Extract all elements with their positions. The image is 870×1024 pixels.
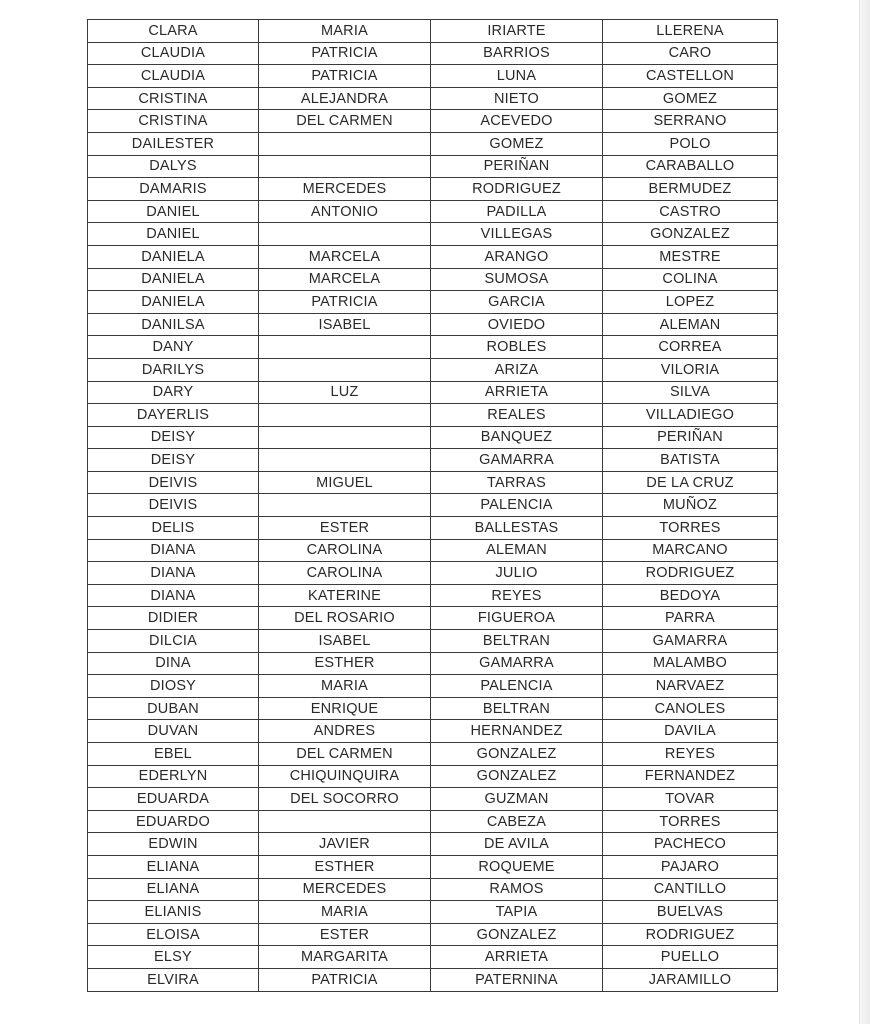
first-surname-cell: ARIZA bbox=[431, 358, 603, 381]
first-surname-cell: ALEMAN bbox=[431, 539, 603, 562]
first-surname-cell: PATERNINA bbox=[431, 968, 603, 991]
middle-name-cell: PATRICIA bbox=[259, 291, 431, 314]
first-name-cell: DANIELA bbox=[88, 268, 259, 291]
table-row bbox=[88, 404, 778, 427]
first-surname-cell: JULIO bbox=[431, 562, 603, 585]
first-surname-cell: RAMOS bbox=[431, 878, 603, 901]
first-surname-cell: LUNA bbox=[431, 65, 603, 88]
first-surname-cell: ARRIETA bbox=[431, 946, 603, 969]
first-name-cell: DIDIER bbox=[88, 607, 259, 630]
middle-name-cell bbox=[259, 810, 431, 833]
first-surname-cell: BANQUEZ bbox=[431, 426, 603, 449]
table-row bbox=[88, 652, 778, 675]
middle-name-cell: ENRIQUE bbox=[259, 697, 431, 720]
middle-name-cell: MARIA bbox=[259, 901, 431, 924]
second-surname-cell: MARCANO bbox=[603, 539, 778, 562]
first-name-cell: DINA bbox=[88, 652, 259, 675]
first-name-cell: DANIEL bbox=[88, 223, 259, 246]
second-surname-cell: MUÑOZ bbox=[603, 494, 778, 517]
second-surname-cell: DAVILA bbox=[603, 720, 778, 743]
first-name-cell: DEIVIS bbox=[88, 494, 259, 517]
middle-name-cell bbox=[259, 223, 431, 246]
first-name-cell: DAMARIS bbox=[88, 178, 259, 201]
first-surname-cell: BELTRAN bbox=[431, 697, 603, 720]
first-surname-cell: ARRIETA bbox=[431, 381, 603, 404]
middle-name-cell: JAVIER bbox=[259, 833, 431, 856]
second-surname-cell: ALEMAN bbox=[603, 313, 778, 336]
middle-name-cell: DEL CARMEN bbox=[259, 110, 431, 133]
middle-name-cell bbox=[259, 336, 431, 359]
first-surname-cell: GAMARRA bbox=[431, 449, 603, 472]
first-surname-cell: VILLEGAS bbox=[431, 223, 603, 246]
second-surname-cell: LLERENA bbox=[603, 20, 778, 43]
middle-name-cell: ESTER bbox=[259, 517, 431, 540]
table-row bbox=[88, 584, 778, 607]
table-row bbox=[88, 765, 778, 788]
table-row bbox=[88, 426, 778, 449]
first-surname-cell: GARCIA bbox=[431, 291, 603, 314]
middle-name-cell bbox=[259, 449, 431, 472]
table-row bbox=[88, 268, 778, 291]
table-row bbox=[88, 788, 778, 811]
middle-name-cell: MARIA bbox=[259, 675, 431, 698]
first-name-cell: DEISY bbox=[88, 426, 259, 449]
first-surname-cell: GAMARRA bbox=[431, 652, 603, 675]
first-name-cell: ELVIRA bbox=[88, 968, 259, 991]
middle-name-cell: ESTHER bbox=[259, 652, 431, 675]
second-surname-cell: RODRIGUEZ bbox=[603, 923, 778, 946]
first-name-cell: DARY bbox=[88, 381, 259, 404]
table-row bbox=[88, 358, 778, 381]
second-surname-cell: BUELVAS bbox=[603, 901, 778, 924]
second-surname-cell: GAMARRA bbox=[603, 630, 778, 653]
middle-name-cell: CHIQUINQUIRA bbox=[259, 765, 431, 788]
second-surname-cell: SERRANO bbox=[603, 110, 778, 133]
second-surname-cell: FERNANDEZ bbox=[603, 765, 778, 788]
first-name-cell: DIANA bbox=[88, 539, 259, 562]
first-surname-cell: TAPIA bbox=[431, 901, 603, 924]
first-surname-cell: GUZMAN bbox=[431, 788, 603, 811]
first-surname-cell: REYES bbox=[431, 584, 603, 607]
second-surname-cell: PERIÑAN bbox=[603, 426, 778, 449]
first-surname-cell: GOMEZ bbox=[431, 132, 603, 155]
table-row bbox=[88, 697, 778, 720]
table-row bbox=[88, 923, 778, 946]
middle-name-cell: MARGARITA bbox=[259, 946, 431, 969]
first-name-cell: DANIEL bbox=[88, 200, 259, 223]
second-surname-cell: CANOLES bbox=[603, 697, 778, 720]
table-row bbox=[88, 720, 778, 743]
first-name-cell: DALYS bbox=[88, 155, 259, 178]
first-surname-cell: REALES bbox=[431, 404, 603, 427]
middle-name-cell: LUZ bbox=[259, 381, 431, 404]
middle-name-cell: ESTER bbox=[259, 923, 431, 946]
table-row bbox=[88, 449, 778, 472]
first-surname-cell: ARANGO bbox=[431, 245, 603, 268]
middle-name-cell: PATRICIA bbox=[259, 42, 431, 65]
table-row bbox=[88, 494, 778, 517]
first-surname-cell: GONZALEZ bbox=[431, 923, 603, 946]
second-surname-cell: BEDOYA bbox=[603, 584, 778, 607]
table-row bbox=[88, 291, 778, 314]
first-name-cell: DIANA bbox=[88, 562, 259, 585]
first-name-cell: CRISTINA bbox=[88, 87, 259, 110]
table-row bbox=[88, 743, 778, 766]
middle-name-cell: ESTHER bbox=[259, 855, 431, 878]
table-row bbox=[88, 42, 778, 65]
middle-name-cell: MARIA bbox=[259, 20, 431, 43]
table-row bbox=[88, 20, 778, 43]
first-name-cell: EDUARDA bbox=[88, 788, 259, 811]
middle-name-cell: CAROLINA bbox=[259, 562, 431, 585]
table-row bbox=[88, 245, 778, 268]
second-surname-cell: MESTRE bbox=[603, 245, 778, 268]
table-row bbox=[88, 223, 778, 246]
first-name-cell: ELSY bbox=[88, 946, 259, 969]
table-row bbox=[88, 471, 778, 494]
middle-name-cell: ALEJANDRA bbox=[259, 87, 431, 110]
first-name-cell: ELIANA bbox=[88, 855, 259, 878]
middle-name-cell: ISABEL bbox=[259, 313, 431, 336]
middle-name-cell: DEL SOCORRO bbox=[259, 788, 431, 811]
first-name-cell: CLAUDIA bbox=[88, 65, 259, 88]
table-row bbox=[88, 200, 778, 223]
table-row bbox=[88, 65, 778, 88]
first-surname-cell: PADILLA bbox=[431, 200, 603, 223]
middle-name-cell: ANTONIO bbox=[259, 200, 431, 223]
second-surname-cell: BERMUDEZ bbox=[603, 178, 778, 201]
first-name-cell: EDUARDO bbox=[88, 810, 259, 833]
table-row bbox=[88, 313, 778, 336]
second-surname-cell: DE LA CRUZ bbox=[603, 471, 778, 494]
table-row bbox=[88, 517, 778, 540]
table-row bbox=[88, 110, 778, 133]
table-row bbox=[88, 675, 778, 698]
first-surname-cell: OVIEDO bbox=[431, 313, 603, 336]
second-surname-cell: BATISTA bbox=[603, 449, 778, 472]
second-surname-cell: TORRES bbox=[603, 517, 778, 540]
middle-name-cell bbox=[259, 358, 431, 381]
first-name-cell: EBEL bbox=[88, 743, 259, 766]
first-surname-cell: GONZALEZ bbox=[431, 765, 603, 788]
first-surname-cell: PERIÑAN bbox=[431, 155, 603, 178]
first-surname-cell: ROBLES bbox=[431, 336, 603, 359]
second-surname-cell: GONZALEZ bbox=[603, 223, 778, 246]
first-name-cell: DARILYS bbox=[88, 358, 259, 381]
first-name-cell: DANIELA bbox=[88, 245, 259, 268]
middle-name-cell bbox=[259, 132, 431, 155]
first-surname-cell: ROQUEME bbox=[431, 855, 603, 878]
first-name-cell: DIOSY bbox=[88, 675, 259, 698]
table-row bbox=[88, 630, 778, 653]
table-row bbox=[88, 539, 778, 562]
middle-name-cell bbox=[259, 426, 431, 449]
first-surname-cell: BALLESTAS bbox=[431, 517, 603, 540]
table-row bbox=[88, 878, 778, 901]
first-surname-cell: CABEZA bbox=[431, 810, 603, 833]
names-table-body bbox=[88, 20, 778, 992]
table-row bbox=[88, 833, 778, 856]
second-surname-cell: JARAMILLO bbox=[603, 968, 778, 991]
table-row bbox=[88, 901, 778, 924]
middle-name-cell: PATRICIA bbox=[259, 65, 431, 88]
second-surname-cell: PUELLO bbox=[603, 946, 778, 969]
first-name-cell: DANILSA bbox=[88, 313, 259, 336]
table-row bbox=[88, 336, 778, 359]
first-name-cell: CRISTINA bbox=[88, 110, 259, 133]
first-name-cell: CLARA bbox=[88, 20, 259, 43]
table-row bbox=[88, 562, 778, 585]
first-name-cell: EDWIN bbox=[88, 833, 259, 856]
first-name-cell: DANIELA bbox=[88, 291, 259, 314]
table-row bbox=[88, 87, 778, 110]
second-surname-cell: CANTILLO bbox=[603, 878, 778, 901]
middle-name-cell: MERCEDES bbox=[259, 178, 431, 201]
table-row bbox=[88, 178, 778, 201]
second-surname-cell: REYES bbox=[603, 743, 778, 766]
middle-name-cell: KATERINE bbox=[259, 584, 431, 607]
first-name-cell: ELIANIS bbox=[88, 901, 259, 924]
middle-name-cell: MARCELA bbox=[259, 268, 431, 291]
first-surname-cell: BARRIOS bbox=[431, 42, 603, 65]
middle-name-cell: ISABEL bbox=[259, 630, 431, 653]
middle-name-cell bbox=[259, 404, 431, 427]
table-row bbox=[88, 810, 778, 833]
middle-name-cell: MIGUEL bbox=[259, 471, 431, 494]
first-surname-cell: RODRIGUEZ bbox=[431, 178, 603, 201]
first-name-cell: DUVAN bbox=[88, 720, 259, 743]
first-name-cell: DEISY bbox=[88, 449, 259, 472]
second-surname-cell: RODRIGUEZ bbox=[603, 562, 778, 585]
first-name-cell: DAILESTER bbox=[88, 132, 259, 155]
table-row bbox=[88, 155, 778, 178]
middle-name-cell: MERCEDES bbox=[259, 878, 431, 901]
second-surname-cell: VILORIA bbox=[603, 358, 778, 381]
table-row bbox=[88, 607, 778, 630]
first-name-cell: DAYERLIS bbox=[88, 404, 259, 427]
second-surname-cell: MALAMBO bbox=[603, 652, 778, 675]
first-name-cell: EDERLYN bbox=[88, 765, 259, 788]
middle-name-cell: ANDRES bbox=[259, 720, 431, 743]
second-surname-cell: CASTRO bbox=[603, 200, 778, 223]
second-surname-cell: SILVA bbox=[603, 381, 778, 404]
first-name-cell: DEIVIS bbox=[88, 471, 259, 494]
second-surname-cell: TORRES bbox=[603, 810, 778, 833]
first-surname-cell: ACEVEDO bbox=[431, 110, 603, 133]
second-surname-cell: COLINA bbox=[603, 268, 778, 291]
first-name-cell: DANY bbox=[88, 336, 259, 359]
names-table bbox=[87, 19, 778, 992]
table-row bbox=[88, 968, 778, 991]
table-row bbox=[88, 946, 778, 969]
first-name-cell: DIANA bbox=[88, 584, 259, 607]
second-surname-cell: LOPEZ bbox=[603, 291, 778, 314]
table-row bbox=[88, 381, 778, 404]
second-surname-cell: VILLADIEGO bbox=[603, 404, 778, 427]
second-surname-cell: CORREA bbox=[603, 336, 778, 359]
second-surname-cell: CARO bbox=[603, 42, 778, 65]
second-surname-cell: CASTELLON bbox=[603, 65, 778, 88]
first-surname-cell: FIGUEROA bbox=[431, 607, 603, 630]
middle-name-cell: PATRICIA bbox=[259, 968, 431, 991]
first-surname-cell: SUMOSA bbox=[431, 268, 603, 291]
first-name-cell: ELOISA bbox=[88, 923, 259, 946]
second-surname-cell: PAJARO bbox=[603, 855, 778, 878]
first-surname-cell: DE AVILA bbox=[431, 833, 603, 856]
first-surname-cell: IRIARTE bbox=[431, 20, 603, 43]
second-surname-cell: TOVAR bbox=[603, 788, 778, 811]
middle-name-cell: MARCELA bbox=[259, 245, 431, 268]
first-name-cell: DELIS bbox=[88, 517, 259, 540]
first-surname-cell: PALENCIA bbox=[431, 494, 603, 517]
first-surname-cell: GONZALEZ bbox=[431, 743, 603, 766]
table-row bbox=[88, 132, 778, 155]
first-surname-cell: PALENCIA bbox=[431, 675, 603, 698]
second-surname-cell: CARABALLO bbox=[603, 155, 778, 178]
middle-name-cell bbox=[259, 155, 431, 178]
first-surname-cell: BELTRAN bbox=[431, 630, 603, 653]
second-surname-cell: GOMEZ bbox=[603, 87, 778, 110]
middle-name-cell: DEL ROSARIO bbox=[259, 607, 431, 630]
page-edge-shadow bbox=[859, 0, 870, 1024]
middle-name-cell bbox=[259, 494, 431, 517]
first-surname-cell: TARRAS bbox=[431, 471, 603, 494]
second-surname-cell: PARRA bbox=[603, 607, 778, 630]
first-name-cell: DILCIA bbox=[88, 630, 259, 653]
table-row bbox=[88, 855, 778, 878]
first-surname-cell: NIETO bbox=[431, 87, 603, 110]
first-name-cell: ELIANA bbox=[88, 878, 259, 901]
first-name-cell: DUBAN bbox=[88, 697, 259, 720]
second-surname-cell: POLO bbox=[603, 132, 778, 155]
second-surname-cell: PACHECO bbox=[603, 833, 778, 856]
first-surname-cell: HERNANDEZ bbox=[431, 720, 603, 743]
middle-name-cell: CAROLINA bbox=[259, 539, 431, 562]
first-name-cell: CLAUDIA bbox=[88, 42, 259, 65]
second-surname-cell: NARVAEZ bbox=[603, 675, 778, 698]
middle-name-cell: DEL CARMEN bbox=[259, 743, 431, 766]
